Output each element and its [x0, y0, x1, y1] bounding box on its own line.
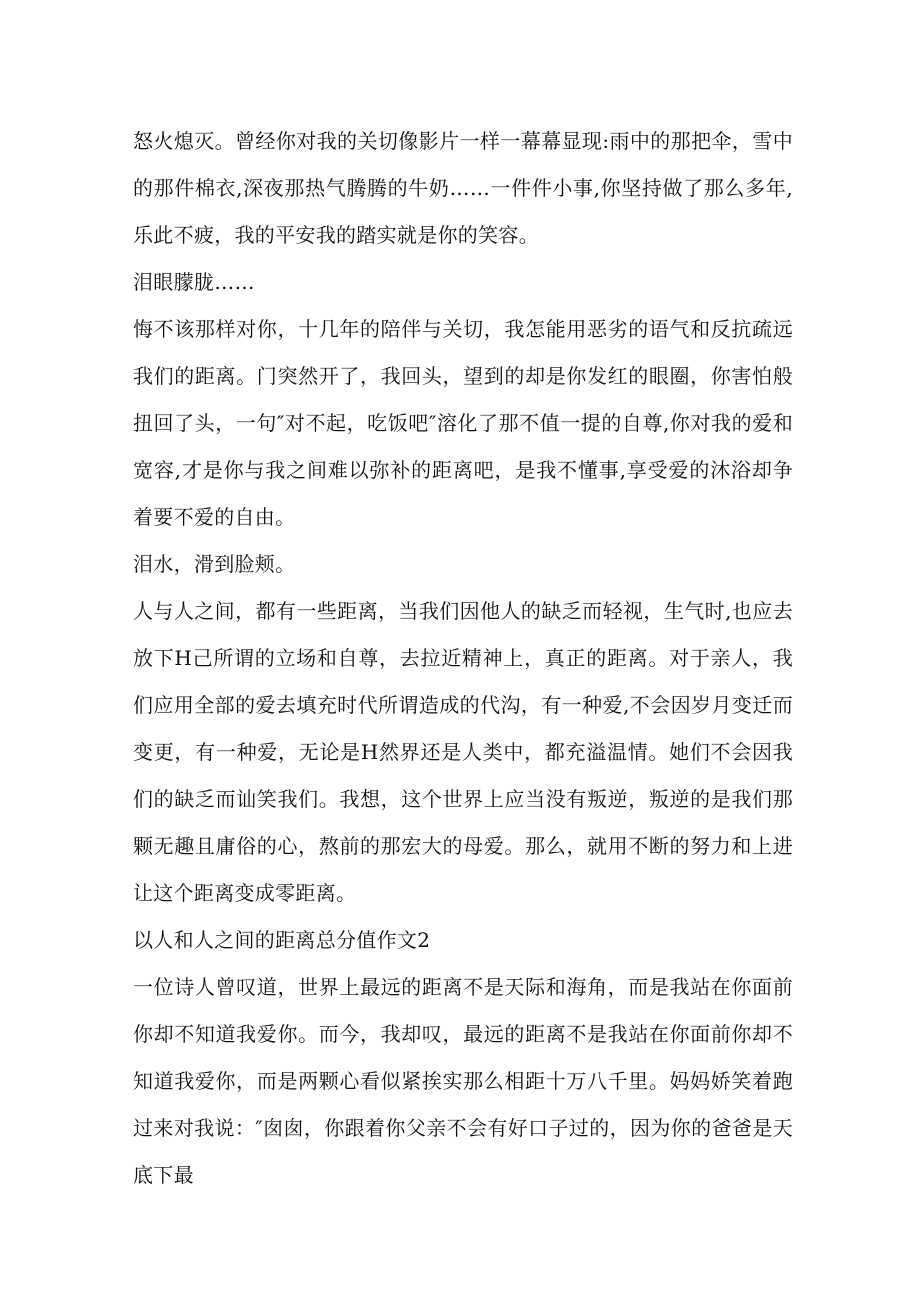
paragraph: 泪水，滑到脸颊。 — [133, 552, 296, 576]
paragraph: 人与人之间，都有一些距离，当我们因他人的缺乏而轻视，生气时,也应去放下H己所谓的立场和自尊，去拉近精神上，真正的距离。对于亲人，我们应用全部的爱去填充时代所谓造成的代沟，有一种爱,不会因岁月变迁而变更，有一种爱，无论是H然界还是人类中，都充溢温情。她们不会因我们的缺乏而讪笑我们。我想，这个世界上应当没有叛逆，叛逆的是我们那颗无趣且庸俗的心，熬前的那宏大的母爱。那么，就用不断的努力和上进让这个距离变成零距离。 — [133, 599, 793, 905]
paragraph: 泪眼朦胧…… — [133, 270, 255, 294]
paragraph: 一位诗人曾叹道，世界上最远的距离不是天际和海角，而是我站在你面前你却不知道我爱你。而今，我却叹，最远的距离不是我站在你面前你却不知道我爱你，而是两颗心看似紧挨实那么相距十万八千里。妈妈娇笑着跑过来对我说：″囱囱，你跟着你父亲不会有好口子过的，因为你的爸爸是天底下最 — [133, 975, 793, 1187]
paragraph: 怒火熄灭。曾经你对我的关切像影片一样一幕幕显现:雨中的那把伞，雪中的那件棉衣,深夜那热气腾腾的牛奶……一件件小事,你坚持做了那么多年,乐此不疲，我的平安我的踏实就是你的笑容。 — [133, 129, 793, 247]
section-heading: 以人和人之间的距离总分值作文2 — [133, 928, 431, 952]
paragraph: 悔不该那样对你，十几年的陪伴与关切，我怎能用恶劣的语气和反抗疏远我们的距离。门突然开了，我回头，望到的却是你发红的眼圈，你害怕般扭回了头，一句″对不起，吃饭吧″溶化了那不值一提的自尊,你对我的爱和宽容,才是你与我之间难以弥补的距离吧，是我不懂事,享受爱的沐浴却争着要不爱的自由。 — [133, 317, 793, 529]
document-body — [133, 118, 793, 1199]
